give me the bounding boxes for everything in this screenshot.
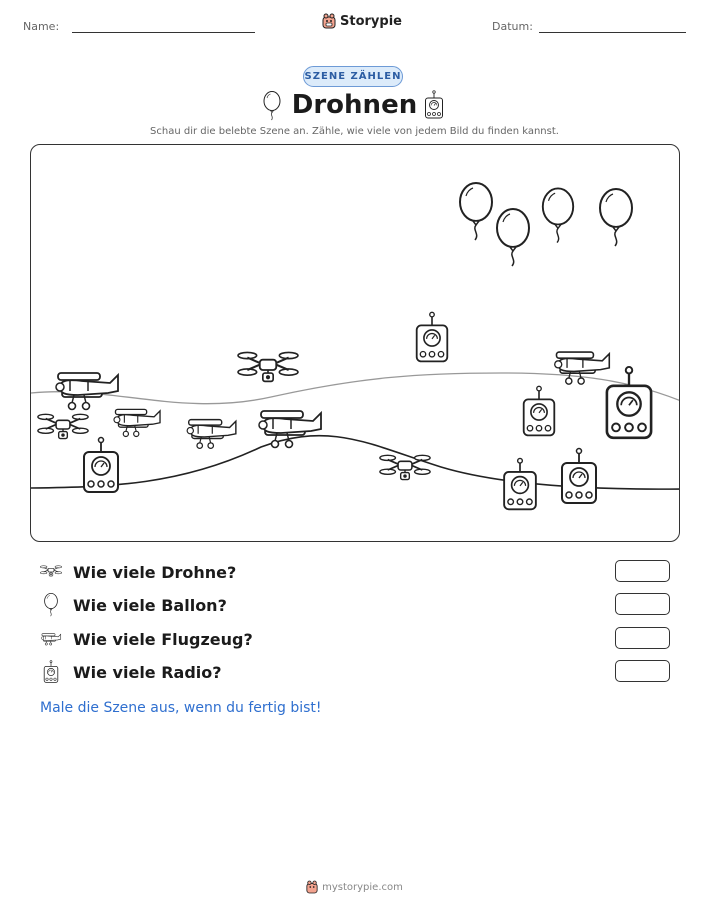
question-row	[40, 660, 670, 684]
storypie-logo-icon	[306, 880, 318, 894]
scene-radio	[562, 449, 596, 504]
scene-frame	[30, 144, 680, 542]
scene-drone	[38, 414, 88, 438]
radio-icon	[40, 661, 62, 683]
scene-drone	[238, 352, 298, 381]
scene-airplane	[56, 373, 118, 410]
scene-drone	[380, 455, 430, 479]
date-field-line[interactable]	[539, 32, 686, 33]
scene-balloon	[600, 189, 632, 246]
balloon-icon	[40, 594, 62, 616]
scene-airplane	[114, 409, 160, 436]
question-text: Wie viele Drohne?	[73, 562, 237, 582]
scene-balloon	[543, 188, 573, 242]
brand	[322, 13, 402, 29]
page-title: Drohnen	[291, 90, 418, 120]
scene-airplane	[187, 420, 236, 449]
date-label: Datum:	[492, 20, 533, 33]
brand-name: Storypie	[340, 13, 402, 29]
name-field-line[interactable]	[72, 32, 255, 33]
question-row	[40, 627, 670, 651]
question-text: Wie viele Flugzeug?	[73, 629, 253, 649]
title-radio-icon	[424, 90, 444, 120]
question-text: Wie viele Radio?	[73, 662, 222, 682]
answer-box[interactable]	[615, 660, 670, 682]
question-row	[40, 593, 670, 617]
coloring-note: Male die Szene aus, wenn du fertig bist!	[40, 700, 322, 716]
scene-drawing	[31, 145, 680, 542]
drone-icon	[40, 561, 62, 583]
scene-balloon	[497, 209, 529, 266]
scene-radio	[417, 312, 448, 361]
scene-radio	[607, 367, 651, 438]
scene-balloon	[460, 183, 492, 240]
scene-airplane	[259, 411, 321, 448]
footer	[0, 880, 709, 894]
answer-box[interactable]	[615, 593, 670, 615]
question-row	[40, 560, 670, 584]
scene-radio	[524, 386, 555, 435]
answer-box[interactable]	[615, 560, 670, 582]
storypie-logo-icon	[322, 13, 336, 29]
scene-count-badge: SZENE ZÄHLEN	[303, 66, 403, 87]
footer-url[interactable]: mystorypie.com	[322, 881, 403, 893]
answer-box[interactable]	[615, 627, 670, 649]
instructions: Schau dir die belebte Szene an. Zähle, wie viele von jedem Bild du finden kannst.	[150, 126, 559, 137]
airplane-icon	[40, 628, 62, 650]
scene-radio	[504, 458, 536, 509]
name-label: Name:	[23, 20, 60, 33]
question-text: Wie viele Ballon?	[73, 595, 227, 615]
scene-radio	[84, 438, 118, 493]
